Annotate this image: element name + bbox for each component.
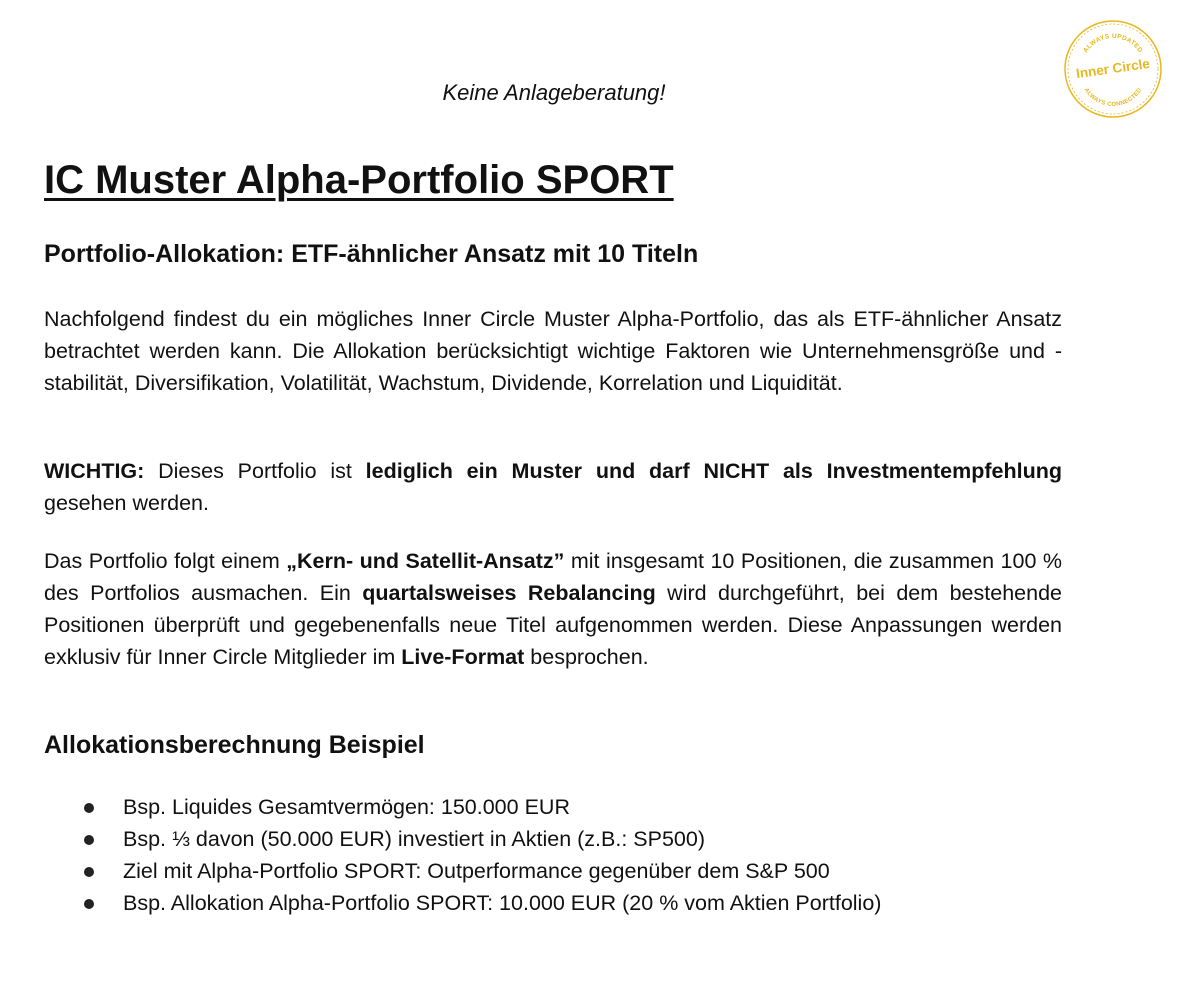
warning-paragraph bbox=[44, 455, 1062, 519]
strategy-text-1: Das Portfolio folgt einem bbox=[44, 549, 287, 573]
warning-bold-text: lediglich ein Muster und darf NICHT als Investmentempfehlung bbox=[365, 459, 1063, 483]
strategy-paragraph bbox=[44, 545, 1062, 673]
logo-top-text: ALWAYS UPDATED bbox=[1082, 32, 1144, 55]
logo-main-text: Inner Circle bbox=[1075, 55, 1151, 82]
intro-paragraph: Nachfolgend findest du ein mögliches Inner Circle Muster Alpha-Portfolio, das als ETF-ähnlicher Ansatz betrachtet werden kann. Die Allokation berücksichtigt wichtige Faktoren wie Unternehmensgröße und -stabilität, Diversifikation, Volatilität, Wachstum, Dividende, Korrelation und Liquidität. bbox=[44, 307, 1062, 395]
bullet-icon bbox=[84, 867, 94, 877]
list-item-text: Bsp. Liquides Gesamtvermögen: 150.000 EUR bbox=[123, 795, 570, 819]
allocation-heading: Allokationsberechnung Beispiel bbox=[44, 731, 425, 759]
strategy-bold-3: Live-Format bbox=[401, 645, 525, 669]
page-subtitle: Portfolio-Allokation: ETF-ähnlicher Ansatz mit 10 Titeln bbox=[44, 240, 699, 268]
list-item-text: Bsp. Allokation Alpha-Portfolio SPORT: 10.000 EUR (20 % vom Aktien Portfolio) bbox=[123, 891, 882, 915]
warning-label: WICHTIG: bbox=[44, 459, 145, 483]
strategy-text-4: besprochen. bbox=[524, 645, 649, 669]
allocation-list bbox=[84, 791, 881, 919]
warning-text-2: gesehen werden. bbox=[44, 491, 209, 515]
list-item bbox=[84, 887, 881, 919]
inner-circle-logo bbox=[1062, 18, 1164, 120]
strategy-text-3: wird durchgeführt, bei dem bestehende Positionen überprüft und gegebenenfalls neue Titel aufgenommen werden. Diese Anpassungen werden exklusiv für Inner Circle Mitglieder im bbox=[44, 581, 1062, 669]
bullet-icon bbox=[84, 835, 94, 845]
warning-text-1: Dieses Portfolio ist bbox=[144, 459, 366, 483]
strategy-bold-2: quartalsweises Rebalancing bbox=[362, 581, 656, 605]
page-title: IC Muster Alpha-Portfolio SPORT bbox=[44, 158, 674, 202]
bullet-icon bbox=[84, 803, 94, 813]
list-item bbox=[84, 855, 881, 887]
svg-text:ALWAYS CONNECTED bbox=[1083, 87, 1144, 108]
logo-bottom-text: ALWAYS CONNECTED bbox=[1082, 87, 1144, 109]
list-item bbox=[84, 791, 881, 823]
bullet-icon bbox=[84, 899, 94, 909]
svg-text:ALWAYS UPDATED bbox=[1082, 33, 1144, 54]
list-item bbox=[84, 823, 881, 855]
list-item-text: Ziel mit Alpha-Portfolio SPORT: Outperformance gegenüber dem S&P 500 bbox=[123, 859, 830, 883]
strategy-text-2: mit insgesamt 10 Positionen, die zusammen 100 % des Portfolios ausmachen. Ein bbox=[44, 549, 1062, 605]
strategy-bold-1: „Kern- und Satellit-Ansatz” bbox=[286, 549, 565, 573]
list-item-text: Bsp. ⅓ davon (50.000 EUR) investiert in Aktien (z.B.: SP500) bbox=[123, 827, 705, 851]
disclaimer-text: Keine Anlageberatung! bbox=[442, 80, 666, 105]
